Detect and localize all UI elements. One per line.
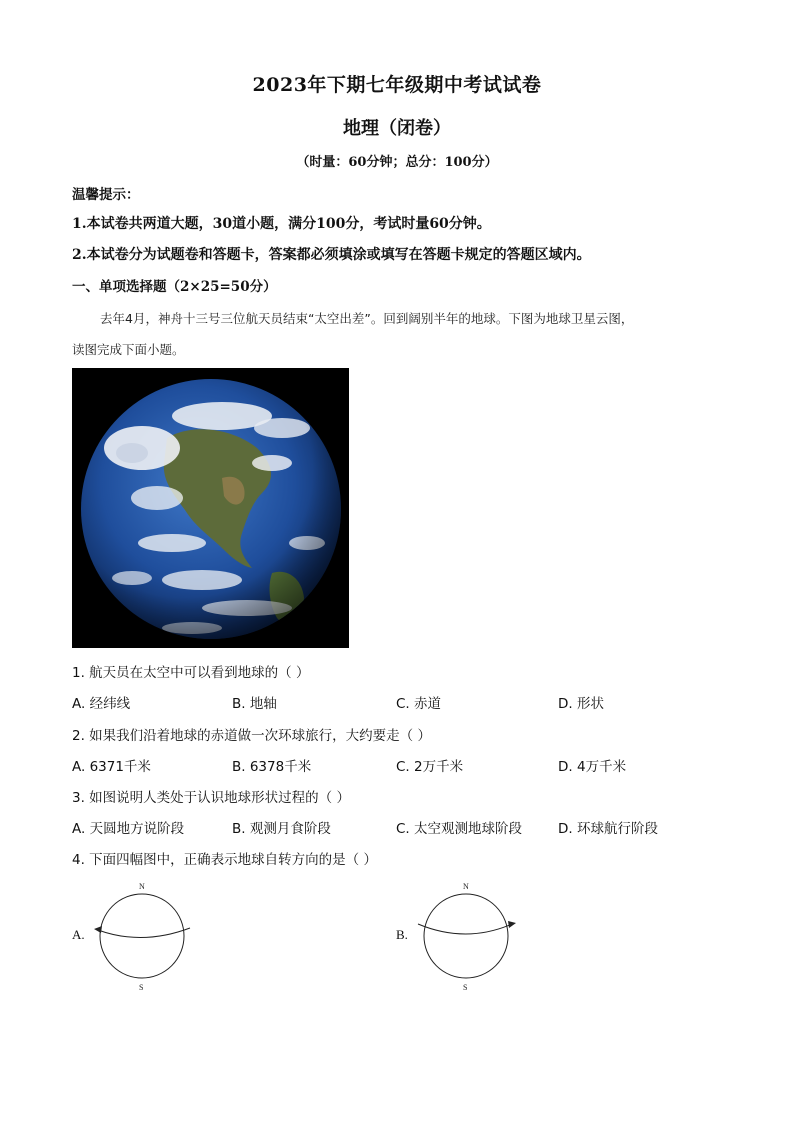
diagram-b-label[interactable]: B. — [396, 927, 408, 942]
diagram-a-label[interactable]: A. — [72, 927, 85, 942]
question-2-option-d[interactable]: D. 4万千米 — [558, 759, 627, 775]
note-item-1: 1.本试卷共两道大题，30道小题，满分100分，考试时量60分钟。 — [72, 216, 491, 232]
question-4-stem: 4. 下面四幅图中，正确表示地球自转方向的是（ ） — [72, 852, 377, 868]
exam-title: 2023年下期七年级期中考试试卷 — [252, 74, 542, 96]
question-1-option-b[interactable]: B. 地轴 — [232, 696, 277, 712]
exam-timing: （时量：60分钟；总分：100分） — [296, 155, 498, 170]
passage-line-2: 读图完成下面小题。 — [72, 342, 185, 357]
rotation-diagram-a[interactable] — [88, 878, 198, 994]
question-3-option-a[interactable]: A. 天圆地方说阶段 — [72, 821, 185, 837]
diagram-a-rotation-arrow — [98, 928, 190, 938]
question-2-option-c[interactable]: C. 2万千米 — [396, 759, 464, 775]
section-title: 一、单项选择题（2×25=50分） — [72, 279, 277, 295]
question-3-option-c[interactable]: C. 太空观测地球阶段 — [396, 821, 523, 837]
question-3-option-d[interactable]: D. 环球航行阶段 — [558, 821, 658, 837]
question-2-option-b[interactable]: B. 6378千米 — [232, 759, 312, 775]
diagram-b-rotation-arrow — [418, 924, 512, 934]
question-3-stem: 3. 如图说明人类处于认识地球形状过程的（ ） — [72, 790, 350, 806]
diagram-a-north: N — [139, 882, 145, 891]
rotation-diagram-b[interactable] — [412, 878, 522, 994]
note-item-2: 2.本试卷分为试题卷和答题卡，答案都必须填涂或填写在答题卡规定的答题区域内。 — [72, 247, 591, 263]
earth-satellite-image — [72, 368, 349, 648]
diagram-a-south: S — [139, 983, 144, 992]
earth-globe-graphic — [72, 368, 349, 648]
question-2-stem: 2. 如果我们沿着地球的赤道做一次环球旅行，大约要走（ ） — [72, 728, 431, 744]
question-3-option-b[interactable]: B. 观测月食阶段 — [232, 821, 331, 837]
passage-line-1: 去年4月，神舟十三号三位航天员结束“太空出差”。回到阔别半年的地球。下图为地球卫星云图， — [100, 311, 634, 326]
diagram-b-arrowhead-icon — [508, 921, 516, 928]
exam-subtitle: 地理（闭卷） — [343, 118, 451, 139]
question-1-option-c[interactable]: C. 赤道 — [396, 696, 442, 712]
diagram-b-south: S — [463, 983, 468, 992]
question-1-stem: 1. 航天员在太空中可以看到地球的（ ） — [72, 665, 310, 681]
notes-heading: 温馨提示： — [72, 187, 140, 203]
diagram-a-arrowhead-icon — [94, 926, 102, 933]
question-2-option-a[interactable]: A. 6371千米 — [72, 759, 151, 775]
diagram-b-north: N — [463, 882, 469, 891]
question-1-option-d[interactable]: D. 形状 — [558, 696, 604, 712]
question-1-option-a[interactable]: A. 经纬线 — [72, 696, 131, 712]
